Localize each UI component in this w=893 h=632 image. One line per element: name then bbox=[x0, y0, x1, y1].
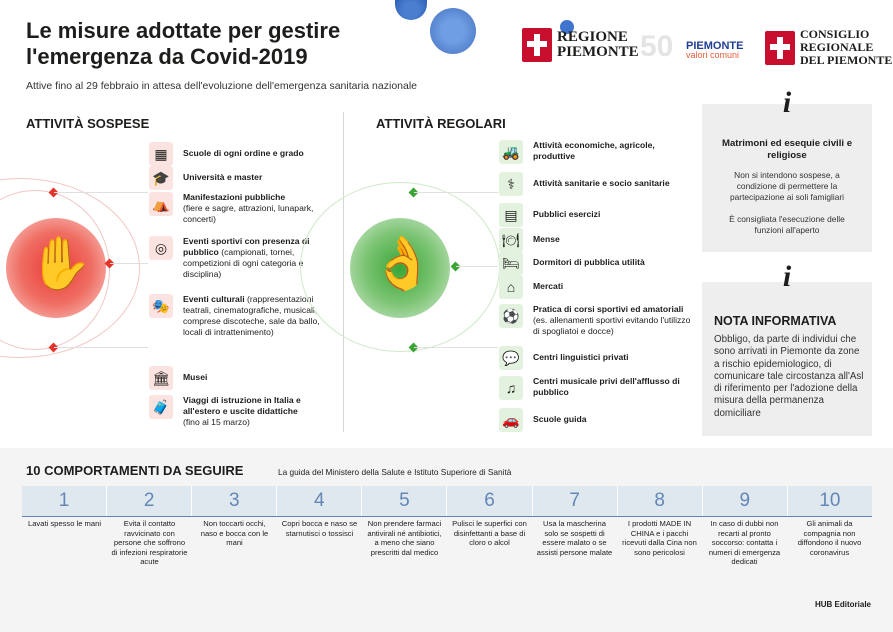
ok-hand-icon: 👌 bbox=[370, 235, 435, 293]
sospese-item-title: Eventi sportivi con presenza di pubblico bbox=[183, 236, 310, 257]
comportamento-number: 7 bbox=[533, 486, 618, 516]
school-icon: ▦ bbox=[149, 142, 173, 166]
regolari-item-title: Attività economiche, agricole, produttive bbox=[533, 140, 655, 161]
sospese-item-detail: (rappresentazioni teatrali, cinematografiche, musicali, comprese discoteche, sale da ballo, locali di intrattenimento) bbox=[183, 294, 320, 337]
language-icon: 💬 bbox=[499, 346, 523, 370]
sospese-item-title: Scuole di ogni ordine e grado bbox=[183, 148, 304, 158]
sospese-item-title: Manifestazioni pubbliche bbox=[183, 192, 286, 202]
virus-decoration-icon bbox=[395, 0, 427, 20]
regolari-item-title: Attività sanitarie e socio sanitarie bbox=[533, 178, 670, 188]
comportamenti-title: 10 COMPORTAMENTI DA SEGUIRE bbox=[26, 463, 244, 478]
stethoscope-icon: ⚕ bbox=[499, 172, 523, 196]
farm-icon: 🚜 bbox=[499, 140, 523, 164]
museum-icon: 🏛 bbox=[149, 366, 173, 390]
regolari-item bbox=[499, 251, 694, 275]
stadium-icon: ◎ bbox=[149, 236, 173, 260]
regolari-item-title: Dormitori di pubblica utilità bbox=[533, 257, 645, 267]
plate-icon: 🍽 bbox=[499, 228, 523, 252]
regolari-item bbox=[499, 346, 694, 370]
shop-icon: ▤ bbox=[499, 203, 523, 227]
regolari-item-title: Pubblici esercizi bbox=[533, 209, 601, 219]
sospese-item-title: Eventi culturali bbox=[183, 294, 245, 304]
comportamenti-texts bbox=[22, 519, 872, 567]
piemonte-logo-name: PIEMONTE bbox=[686, 40, 744, 52]
regolari-connector bbox=[414, 347, 498, 348]
comportamento-text: Gli animali da compagnia non diffondono il nuovo coronavirus bbox=[797, 519, 862, 557]
regolari-item bbox=[499, 408, 694, 432]
regolari-item-title: Centri musicale privi dell'afflusso di pubblico bbox=[533, 376, 680, 397]
comportamento-number: 3 bbox=[192, 486, 277, 516]
regolari-item-detail: (es. allenamenti sportivi evitando l'utilizzo di spogliatoi e docce) bbox=[533, 315, 691, 336]
sospese-item bbox=[149, 166, 339, 190]
page-title: Le misure adottate per gestire l'emergenza da Covid-2019 bbox=[26, 18, 341, 69]
regolari-item bbox=[499, 140, 694, 164]
info-icon: i bbox=[782, 260, 792, 293]
comportamento-number: 10 bbox=[819, 490, 841, 511]
sospese-item bbox=[149, 395, 339, 428]
sospese-item bbox=[149, 192, 339, 225]
consiglio-logo-line3: DEL PIEMONTE bbox=[800, 53, 893, 67]
regolari-item-title: Centri linguistici privati bbox=[533, 352, 629, 362]
comportamento-text: Lavati spesso le mani bbox=[27, 519, 102, 528]
regolari-item bbox=[499, 172, 694, 196]
nota-informativa-box bbox=[702, 260, 872, 436]
piemonte-valori-comuni-logo bbox=[640, 30, 750, 64]
comportamento-number: 5 bbox=[362, 486, 447, 516]
graduation-cap-icon: 🎓 bbox=[149, 166, 173, 190]
sospese-item bbox=[149, 366, 339, 390]
sospese-item-title: Musei bbox=[183, 372, 208, 382]
regolari-item-title: Mercati bbox=[533, 281, 564, 291]
sospese-connector bbox=[54, 192, 148, 193]
comportamento-text: Non toccarti occhi, naso e bocca con le mani bbox=[200, 519, 269, 548]
consiglio-shield-icon bbox=[765, 31, 795, 65]
matrimoni-text: Non si intendono sospese, a condizione di permettere la partecipazione ai soli famigliari bbox=[729, 170, 845, 202]
virus-decoration-icon bbox=[430, 8, 476, 54]
comportamenti-subtitle: La guida del Ministero della Salute e Istituto Superiore di Sanità bbox=[278, 467, 512, 477]
sospese-item-detail: (fiere e sagre, attrazioni, lunapark, concerti) bbox=[183, 203, 314, 224]
matrimoni-advice: È consigliata l'esecuzione delle funzioni all'aperto bbox=[729, 214, 845, 235]
info-icon: i bbox=[782, 86, 792, 119]
comportamento-text: Pulisci le superfici con disinfettanti a base di cloro o alcol bbox=[452, 519, 527, 548]
sospese-item-title: Università e master bbox=[183, 172, 263, 182]
sospese-item bbox=[149, 142, 339, 166]
sospese-item-title: Viaggi di istruzione in Italia e all'estero e uscite didattiche bbox=[183, 395, 301, 416]
regolari-item bbox=[499, 228, 694, 252]
consiglio-logo-line1: CONSIGLIO bbox=[800, 27, 870, 41]
bed-icon: 🛏 bbox=[499, 251, 523, 275]
comportamento-number: 2 bbox=[107, 486, 192, 516]
sport-icon: ⚽ bbox=[499, 304, 523, 328]
consiglio-regionale-logo bbox=[765, 28, 892, 67]
credit-hub-editoriale: HUB Editoriale bbox=[814, 600, 871, 609]
stop-hand-icon: ✋ bbox=[28, 235, 93, 293]
matrimoni-title: Matrimoni ed esequie civili e religiose bbox=[721, 138, 853, 161]
sospese-item-detail: (fino al 15 marzo) bbox=[183, 417, 250, 427]
comportamenti-line bbox=[22, 516, 872, 517]
comportamento-number: 4 bbox=[277, 486, 362, 516]
nota-title: NOTA INFORMATIVA bbox=[714, 314, 837, 328]
comportamenti-numbers bbox=[22, 486, 872, 516]
piemonte-logo-tagline: valori comuni bbox=[686, 50, 740, 60]
regolari-connector bbox=[414, 192, 498, 193]
regolari-heading: ATTIVITÀ REGOLARI bbox=[376, 116, 506, 131]
theater-icon: 🎭 bbox=[149, 294, 173, 318]
driving-school-icon: 🚗 bbox=[499, 408, 523, 432]
comportamento-text: Non prendere farmaci antivirali né antibiotici, a meno che siano prescritti dal medico bbox=[367, 519, 442, 557]
market-stall-icon: ⛺ bbox=[149, 192, 173, 216]
comportamento-number: 8 bbox=[618, 486, 703, 516]
consiglio-logo-line2: REGIONALE bbox=[800, 40, 874, 54]
music-icon: ♫ bbox=[499, 376, 523, 400]
regolari-item bbox=[499, 304, 694, 337]
regione-logo-line1: REGIONE bbox=[557, 29, 628, 45]
regolari-item-title: Pratica di corsi sportivi ed amatoriali bbox=[533, 304, 684, 314]
comportamento-number: 6 bbox=[447, 486, 532, 516]
regione-shield-icon bbox=[522, 28, 552, 62]
sospese-connector bbox=[54, 347, 148, 348]
comportamento-text: Usa la mascherina solo se sospetti di essere malato o se assisti persone malate bbox=[536, 519, 613, 557]
comportamento-text: Evita il contatto ravvicinato con persone che soffrono di infezioni respiratorie acute bbox=[111, 519, 188, 567]
matrimoni-info-box bbox=[702, 86, 872, 252]
regolari-item-title: Scuole guida bbox=[533, 414, 587, 424]
regione-piemonte-logo bbox=[522, 28, 639, 62]
comportamento-text: I prodotti MADE IN CHINA e i pacchi ricevuti dalla Cina non sono pericolosi bbox=[622, 519, 697, 557]
travel-icon: 🧳 bbox=[149, 395, 173, 419]
regione-logo-line2: PIEMONTE bbox=[557, 44, 639, 60]
sospese-item-detail: (campionati, tornei, competizioni di ogni categoria e disciplina) bbox=[183, 247, 304, 279]
comportamento-text: Copri bocca e naso se starnutisci o tossisci bbox=[281, 519, 358, 538]
nota-text: Obbligo, da parte di individui che sono arrivati in Piemonte da zone a rischio epidemiologico, di comunicare tale circostanza all'Asl di riferimento per l'adozione della misura della permanenza domiciliare bbox=[714, 334, 864, 419]
regolari-item bbox=[499, 275, 694, 299]
page-subtitle: Attive fino al 29 febbraio in attesa dell'evoluzione dell'emergenza sanitaria nazionale bbox=[26, 80, 418, 92]
comportamento-text: In caso di dubbi non recarti al pronto soccorso: contatta i numeri di emergenza dedicati bbox=[708, 519, 781, 567]
market-icon: ⌂ bbox=[499, 275, 523, 299]
piemonte-50-mark: 50 bbox=[640, 30, 674, 63]
regolari-item bbox=[499, 203, 694, 227]
comportamento-number: 1 bbox=[22, 486, 107, 516]
sospese-connector bbox=[110, 263, 148, 264]
comportamento-number: 9 bbox=[703, 486, 788, 516]
sospese-heading: ATTIVITÀ SOSPESE bbox=[26, 116, 150, 131]
regolari-connector bbox=[456, 266, 498, 267]
regolari-item bbox=[499, 376, 694, 400]
regolari-item-title: Mense bbox=[533, 234, 560, 244]
